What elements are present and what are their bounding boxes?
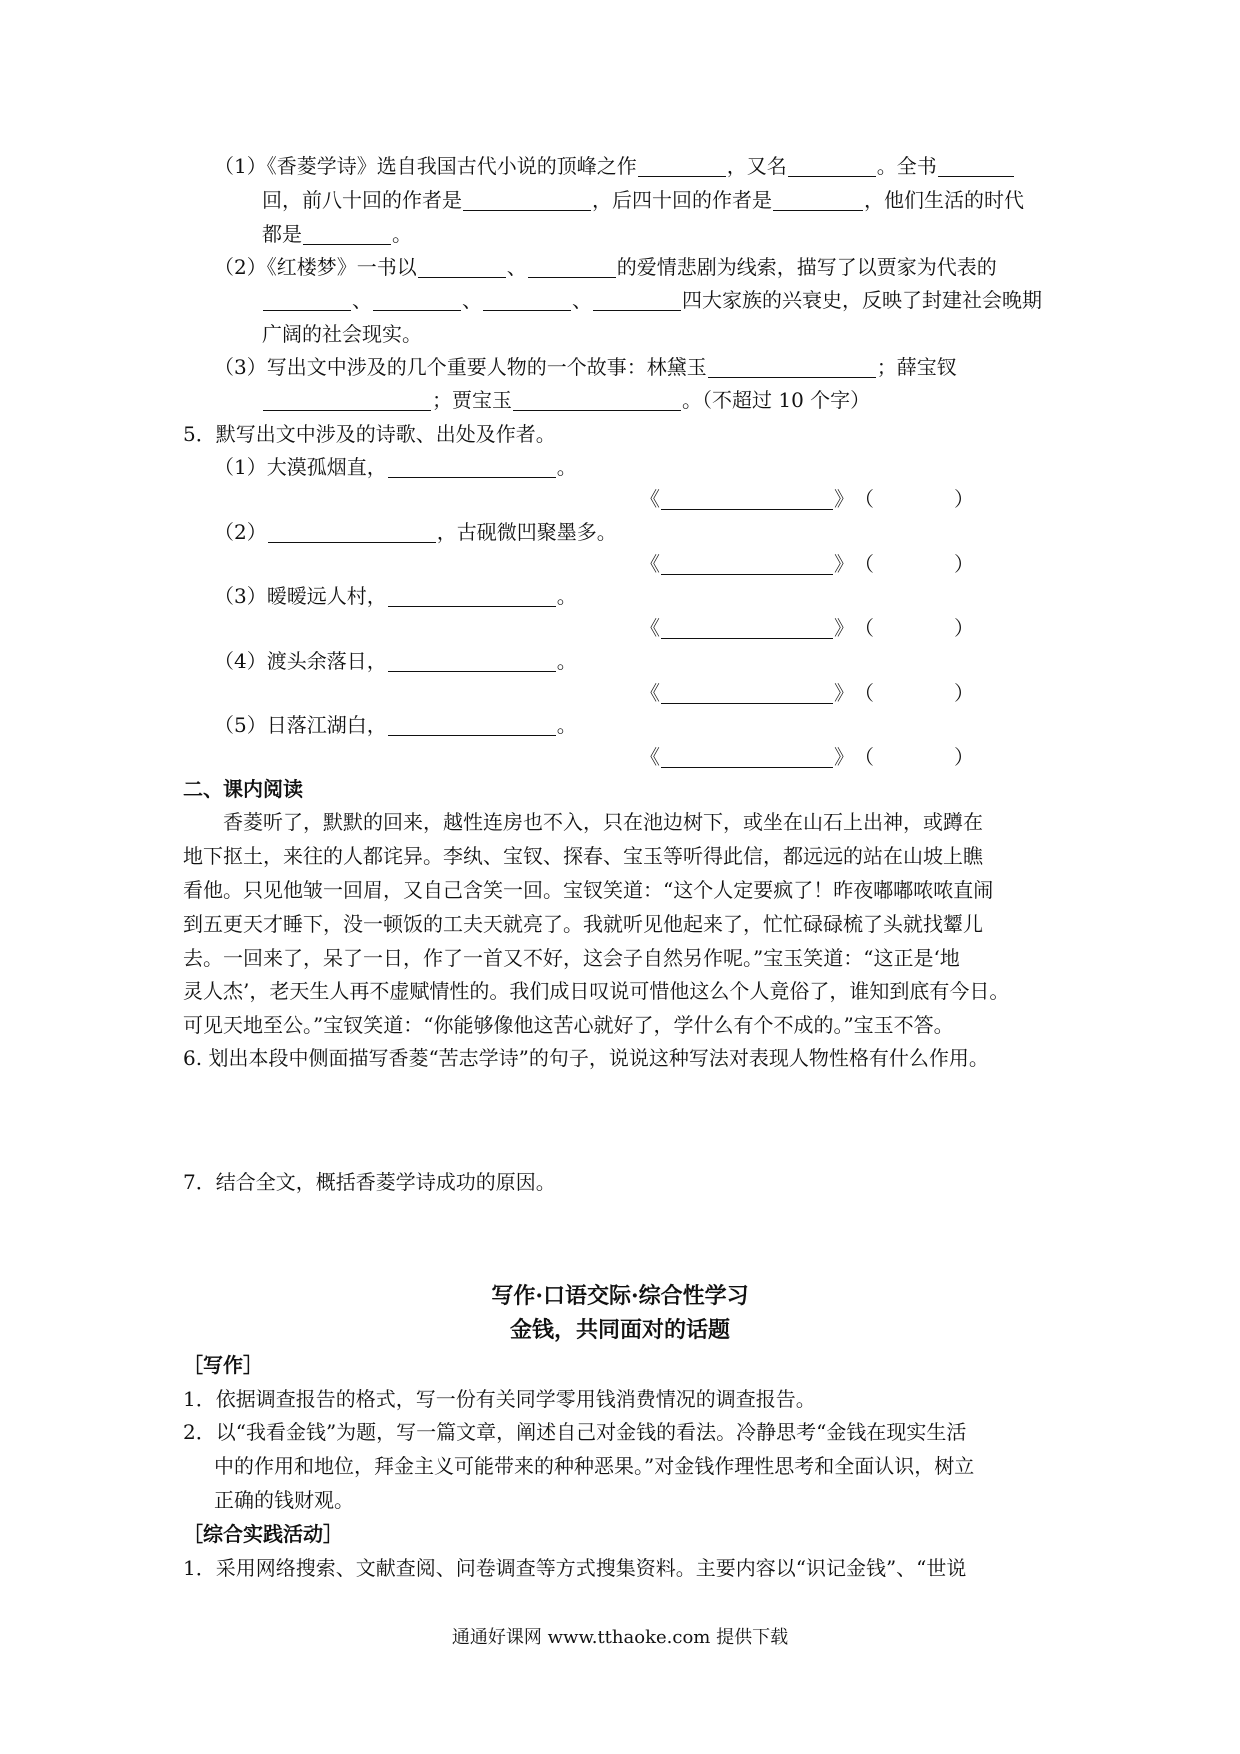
q4-2-line2: 、 、 、 四大家族的兴衰史，反映了封建社会晚期	[262, 284, 1042, 316]
answer-blank[interactable]	[388, 649, 556, 672]
footer-watermark: 通通好课网 www.tthaoke.com 提供下载	[451, 1627, 789, 1648]
answer-blank[interactable]	[938, 154, 1014, 177]
answer-blank[interactable]	[263, 388, 431, 411]
answer-blank[interactable]	[303, 222, 391, 245]
practice-item-1: 1．采用网络搜索、文献查阅、问卷调查等方式搜集资料。主要内容以“识记金钱”、“世说	[183, 1556, 967, 1580]
q4-2-line3: 广阔的社会现实。	[262, 322, 422, 346]
q5-item-4: （4）渡头余落日， 。	[214, 649, 577, 673]
answer-blank[interactable]	[263, 288, 351, 311]
question-7: 7．结合全文，概括香菱学诗成功的原因。	[183, 1170, 556, 1194]
source-blank[interactable]	[661, 487, 833, 510]
writing-item-1: 1．依据调查报告的格式，写一份有关同学零用钱消费情况的调查报告。	[183, 1387, 816, 1411]
writing-item-2-cont: 正确的钱财观。	[214, 1488, 354, 1512]
source-author-row: 《 》（ ）	[640, 616, 974, 640]
answer-blank[interactable]	[388, 713, 556, 736]
source-blank[interactable]	[661, 681, 833, 704]
answer-blank[interactable]	[373, 288, 461, 311]
source-blank[interactable]	[661, 745, 833, 768]
answer-blank[interactable]	[418, 255, 506, 278]
passage-line: 地下抠土，来往的人都诧异。李纨、宝钗、探春、宝玉等听得此信，都远远的站在山坡上瞧	[183, 844, 983, 868]
answer-blank[interactable]	[528, 255, 616, 278]
q4-3-line1: （3）写出文中涉及的几个重要人物的一个故事：林黛玉 ；薛宝钗	[214, 355, 957, 379]
q5-title: 5．默写出文中涉及的诗歌、出处及作者。	[183, 422, 556, 446]
answer-blank[interactable]	[593, 288, 681, 311]
q4-1-line1: （1）《香菱学诗》选自我国古代小说的顶峰之作 ，又名 。全书	[214, 150, 1015, 182]
source-author-row: 《 》（ ）	[640, 745, 974, 769]
q5-item-5: （5）日落江湖白， 。	[214, 713, 577, 737]
source-blank[interactable]	[661, 616, 833, 639]
answer-blank[interactable]	[463, 188, 591, 211]
section-subtitle: 金钱，共同面对的话题	[509, 1317, 730, 1343]
q4-3-line2: ；贾宝玉 。（不超过 10 个字）	[262, 384, 870, 416]
practice-tag: ［综合实践活动］	[183, 1522, 343, 1546]
passage-line: 看他。只见他皱一回眉，又自己含笑一回。宝钗笑道：“这个人定要疯了！昨夜嘟嘟哝哝直闹	[183, 878, 994, 902]
answer-blank[interactable]	[708, 355, 876, 378]
writing-tag: ［写作］	[183, 1353, 263, 1377]
answer-blank[interactable]	[388, 455, 556, 478]
q4-1-number: （1）	[214, 154, 267, 178]
answer-blank[interactable]	[638, 154, 726, 177]
writing-item-2-cont: 中的作用和地位，拜金主义可能带来的种种恶果。”对金钱作理性思考和全面认识，树立	[214, 1454, 975, 1478]
passage-line: 去。一回来了，呆了一日，作了一首又不好，这会子自然另作呢。”宝玉笑道：“这正是‘地	[183, 946, 960, 970]
answer-blank[interactable]	[773, 188, 863, 211]
q4-1-line3: 都是 。	[262, 222, 412, 246]
source-author-row: 《 》（ ）	[640, 681, 974, 705]
q5-item-1: （1）大漠孤烟直， 。	[214, 455, 577, 479]
passage-line: 灵人杰’，老天生人再不虚赋情性的。我们成日叹说可惜他这么个人竟俗了，谁知到底有今日。	[183, 979, 1010, 1003]
answer-blank[interactable]	[483, 288, 571, 311]
passage-line: 可见天地至公。”宝钗笑道：“你能够像他这苦心就好了，学什么有个不成的。”宝玉不答。	[183, 1013, 954, 1037]
q5-item-3: （3）暧暧远人村， 。	[214, 584, 577, 608]
answer-blank[interactable]	[513, 388, 681, 411]
section-heading: 二、课内阅读	[183, 777, 303, 801]
passage-line: 到五更天才睡下，没一顿饭的工夫天就亮了。我就听见他起来了，忙忙碌碌梳了头就找颦儿	[183, 912, 983, 936]
source-author-row: 《 》（ ）	[640, 487, 974, 511]
answer-blank[interactable]	[268, 520, 436, 543]
q5-item-2: （2） ，古砚微凹聚墨多。	[214, 520, 617, 544]
section-title: 写作·口语交际·综合性学习	[491, 1283, 749, 1309]
answer-blank[interactable]	[788, 154, 876, 177]
question-6: 6. 划出本段中侧面描写香菱“苦志学诗”的句子，说说这种写法对表现人物性格有什么作用。	[183, 1046, 989, 1070]
passage-line: 香菱听了，默默的回来，越性连房也不入，只在池边树下，或坐在山石上出神，或蹲在	[223, 810, 983, 834]
q4-2-line1: （2）《红楼梦》一书以 、 的爱情悲剧为线索，描写了以贾家为代表的	[214, 255, 997, 279]
q4-1-line2: 回，前八十回的作者是 ，后四十回的作者是 ，他们生活的时代	[262, 188, 1024, 212]
source-author-row: 《 》（ ）	[640, 552, 974, 576]
answer-blank[interactable]	[388, 584, 556, 607]
source-blank[interactable]	[661, 552, 833, 575]
writing-item-2: 2．以“我看金钱”为题，写一篇文章，阐述自己对金钱的看法。冷静思考“金钱在现实生活	[183, 1420, 967, 1444]
